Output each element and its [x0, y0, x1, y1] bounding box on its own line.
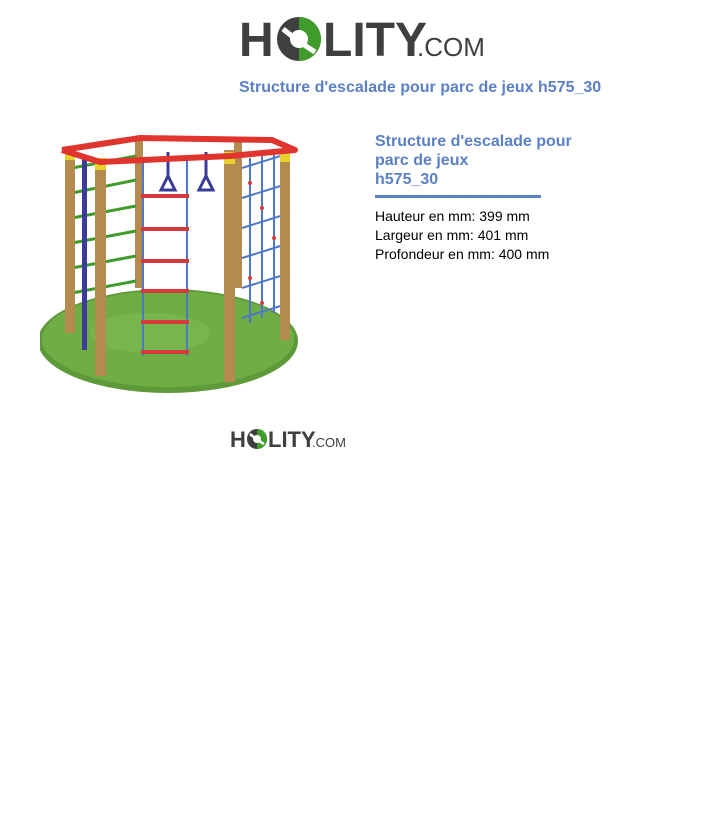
- footer-logo-globe-icon: [247, 429, 267, 449]
- product-name-line-2: parc de jeux: [375, 152, 469, 169]
- product-info: [375, 132, 605, 264]
- logo-letters-lity: LITY: [323, 14, 427, 67]
- logo-letter-h: H: [239, 14, 274, 67]
- footer-logo-letters-lity: LITY: [268, 427, 316, 452]
- footer-logo-letter-h: H: [230, 427, 246, 452]
- brand-logo[interactable]: [239, 12, 484, 68]
- logo-suffix: .COM: [417, 32, 484, 62]
- spec-list: [375, 207, 605, 264]
- footer-logo-suffix: .COM: [312, 435, 346, 450]
- spec-height: Hauteur en mm: 399 mm: [375, 208, 530, 224]
- spec-width: Largeur en mm: 401 mm: [375, 227, 529, 243]
- logo-globe-icon: [277, 17, 321, 61]
- title-divider: [375, 195, 541, 198]
- spec-depth: Profondeur en mm: 400 mm: [375, 246, 550, 262]
- product-name-line-3: h575_30: [375, 171, 439, 188]
- brand-logo-footer[interactable]: [230, 425, 346, 453]
- page-title: Structure d'escalade pour parc de jeux h575_30: [239, 79, 602, 96]
- product-image: [40, 128, 320, 400]
- product-name-line-1: Structure d'escalade pour: [375, 133, 572, 150]
- product-name: [375, 132, 605, 189]
